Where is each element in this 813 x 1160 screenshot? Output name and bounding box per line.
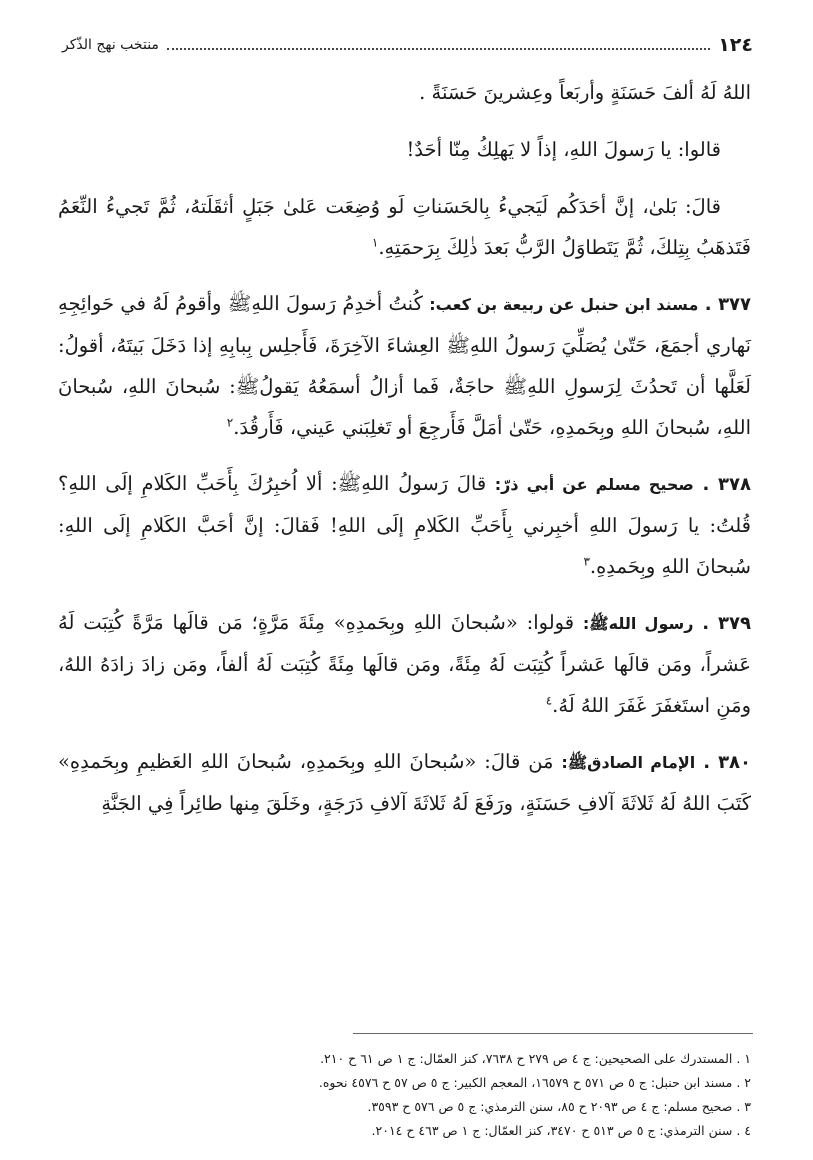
footnote-marker: ١ [371,235,379,250]
page-number: ١٢٤ [718,34,753,56]
footnote: ١ . المستدرك على الصحيحين: ج ٤ ص ٢٧٩ ح ٧٦٣٨، كنز العمّال: ج ١ ص ٦١ ح ٢١٠. [320,1051,751,1066]
continuation-text: قالَ: بَلىٰ، إنَّ أحَدَكُم لَيَجيءُ بِالحَسَناتِ لَو وُضِعَت عَلىٰ جَبَلٍ أثقَلَتهُ، ثُمَّ تَجيءُ النِّعَمُ فَتَذهَبُ بِتِلكَ، ثُمَّ يَتَطاوَلُ الرَّبُّ بَعدَ ذٰلِكَ بِرَحمَتِهِ. [58,195,751,259]
book-title: منتخب نهج الذّكر [62,37,159,53]
hadith-text: كُنتُ أخدِمُ رَسولَ اللهِﷺ وأقومُ لَهُ في حَوائِجِهِ نَهاري أجمَعَ، حَتّىٰ يُصَلِّيَ رَسولُ اللهِﷺ العِشاءَ الآخِرَةَ، فَأَجلِس بِبابِهِ إذا دَخَلَ بَيتَهُ، أقولُ: لَعَلَّها أن تَحدُثَ لِرَسولِ اللهِﷺ حاجَةٌ، فَما أزالُ أسمَعُهُ يَقولُﷺ: سُبحانَ اللهِ، سُبحانَ اللهِ، سُبحانَ اللهِ وبِحَمدِهِ، حَتّىٰ أمَلَّ فَأَرجِعَ أو تَغلِبَني عَيني، فَأَرقُدَ. [58,292,751,439]
hadith-text: قولوا: «سُبحانَ اللهِ وبِحَمدِهِ» مِئَةَ مَرَّةٍ؛ مَن قالَها مَرَّةً كُتِبَت لَهُ عَشراً، ومَن قالَها عَشراً كُتِبَت لَهُ مِئَةً، ومَن قالَها مِئَةً كُتِبَت لَهُ ألفاً، ومَن زادَ زادَهُ اللهُ، ومَنِ استَغفَرَ غَفَرَ اللهُ لَهُ. [58,611,751,717]
footnote-separator [353,1033,753,1034]
continuation-line: اللهُ لَهُ ألفَ حَسَنَةٍ وأربَعاً وعِشرينَ حَسَنَةً . [419,81,751,104]
footnote: ٣ . صحيح مسلم: ج ٤ ص ٢٠٩٣ ح ٨٥، سنن الترمذي: ج ٥ ص ٥٧٦ ح ٣٥٩٣. [367,1099,751,1114]
hadith-number: ٣٧٧ . [704,294,752,315]
main-text [58,72,751,824]
footnote-marker: ٤ [545,693,553,708]
hadith-source: مسند ابن حنبل عن ربيعة بن كعب: [429,295,699,314]
hadith-entry [58,741,751,824]
footnote: ٢ . مسند ابن حنبل: ج ٥ ص ٥٧١ ح ١٦٥٧٩، المعجم الكبير: ج ٥ ص ٥٧ ح ٤٥٧٦ نحوه. [318,1075,751,1090]
header-dotted-leader [167,47,710,50]
hadith-number: ٣٧٩ . [702,613,751,634]
hadith-text: مَن قالَ: «سُبحانَ اللهِ وبِحَمدِهِ، سُبحانَ اللهِ العَظيمِ وبِحَمدِهِ» كَتَبَ اللهُ لَهُ ثَلاثَةَ آلافِ حَسَنَةٍ، ورَفَعَ لَهُ ثَلاثَةَ آلافِ دَرَجَةٍ، وخَلَقَ مِنها طائِراً فِي الجَنَّةِ [58,750,751,815]
running-header [62,30,753,60]
footnote-marker: ٣ [583,554,590,569]
footnote-marker: ٢ [226,415,234,430]
footnotes [80,1047,751,1143]
hadith-text: قالَ رَسولُ اللهِﷺ: ألا اُخبِرُكَ بِأَحَبِّ الكَلامِ إلَى اللهِ؟ قُلتُ: يا رَسولَ اللهِ أخبِرني بِأَحَبِّ الكَلامِ إلَى اللهِ! فَقالَ: إنَّ أحَبَّ الكَلامِ إلَى اللهِ: سُبحانَ اللهِ وبِحَمدِهِ. [58,472,751,578]
hadith-number: ٣٨٠ . [703,752,752,773]
hadith-entry [58,602,751,726]
hadith-source: صحيح مسلم عن أبي ذرّ: [494,475,694,494]
hadith-entry [58,463,751,587]
hadith-source: رسول اللهﷺ: [582,614,694,633]
hadith-entry [58,283,751,448]
continuation-paragraph [58,186,751,268]
hadith-source: الإمام الصادقﷺ: [561,753,696,772]
footnote: ٤ . سنن الترمذي: ج ٥ ص ٥١٣ ح ٣٤٧٠، كنز العمّال: ج ١ ص ٤٦٣ ح ٢٠١٤. [371,1123,751,1138]
continuation-line: قالوا: يا رَسولَ اللهِ، إذاً لا يَهلِكُ مِنّا أحَدٌ! [406,138,721,161]
hadith-number: ٣٧٨ . [702,474,751,495]
